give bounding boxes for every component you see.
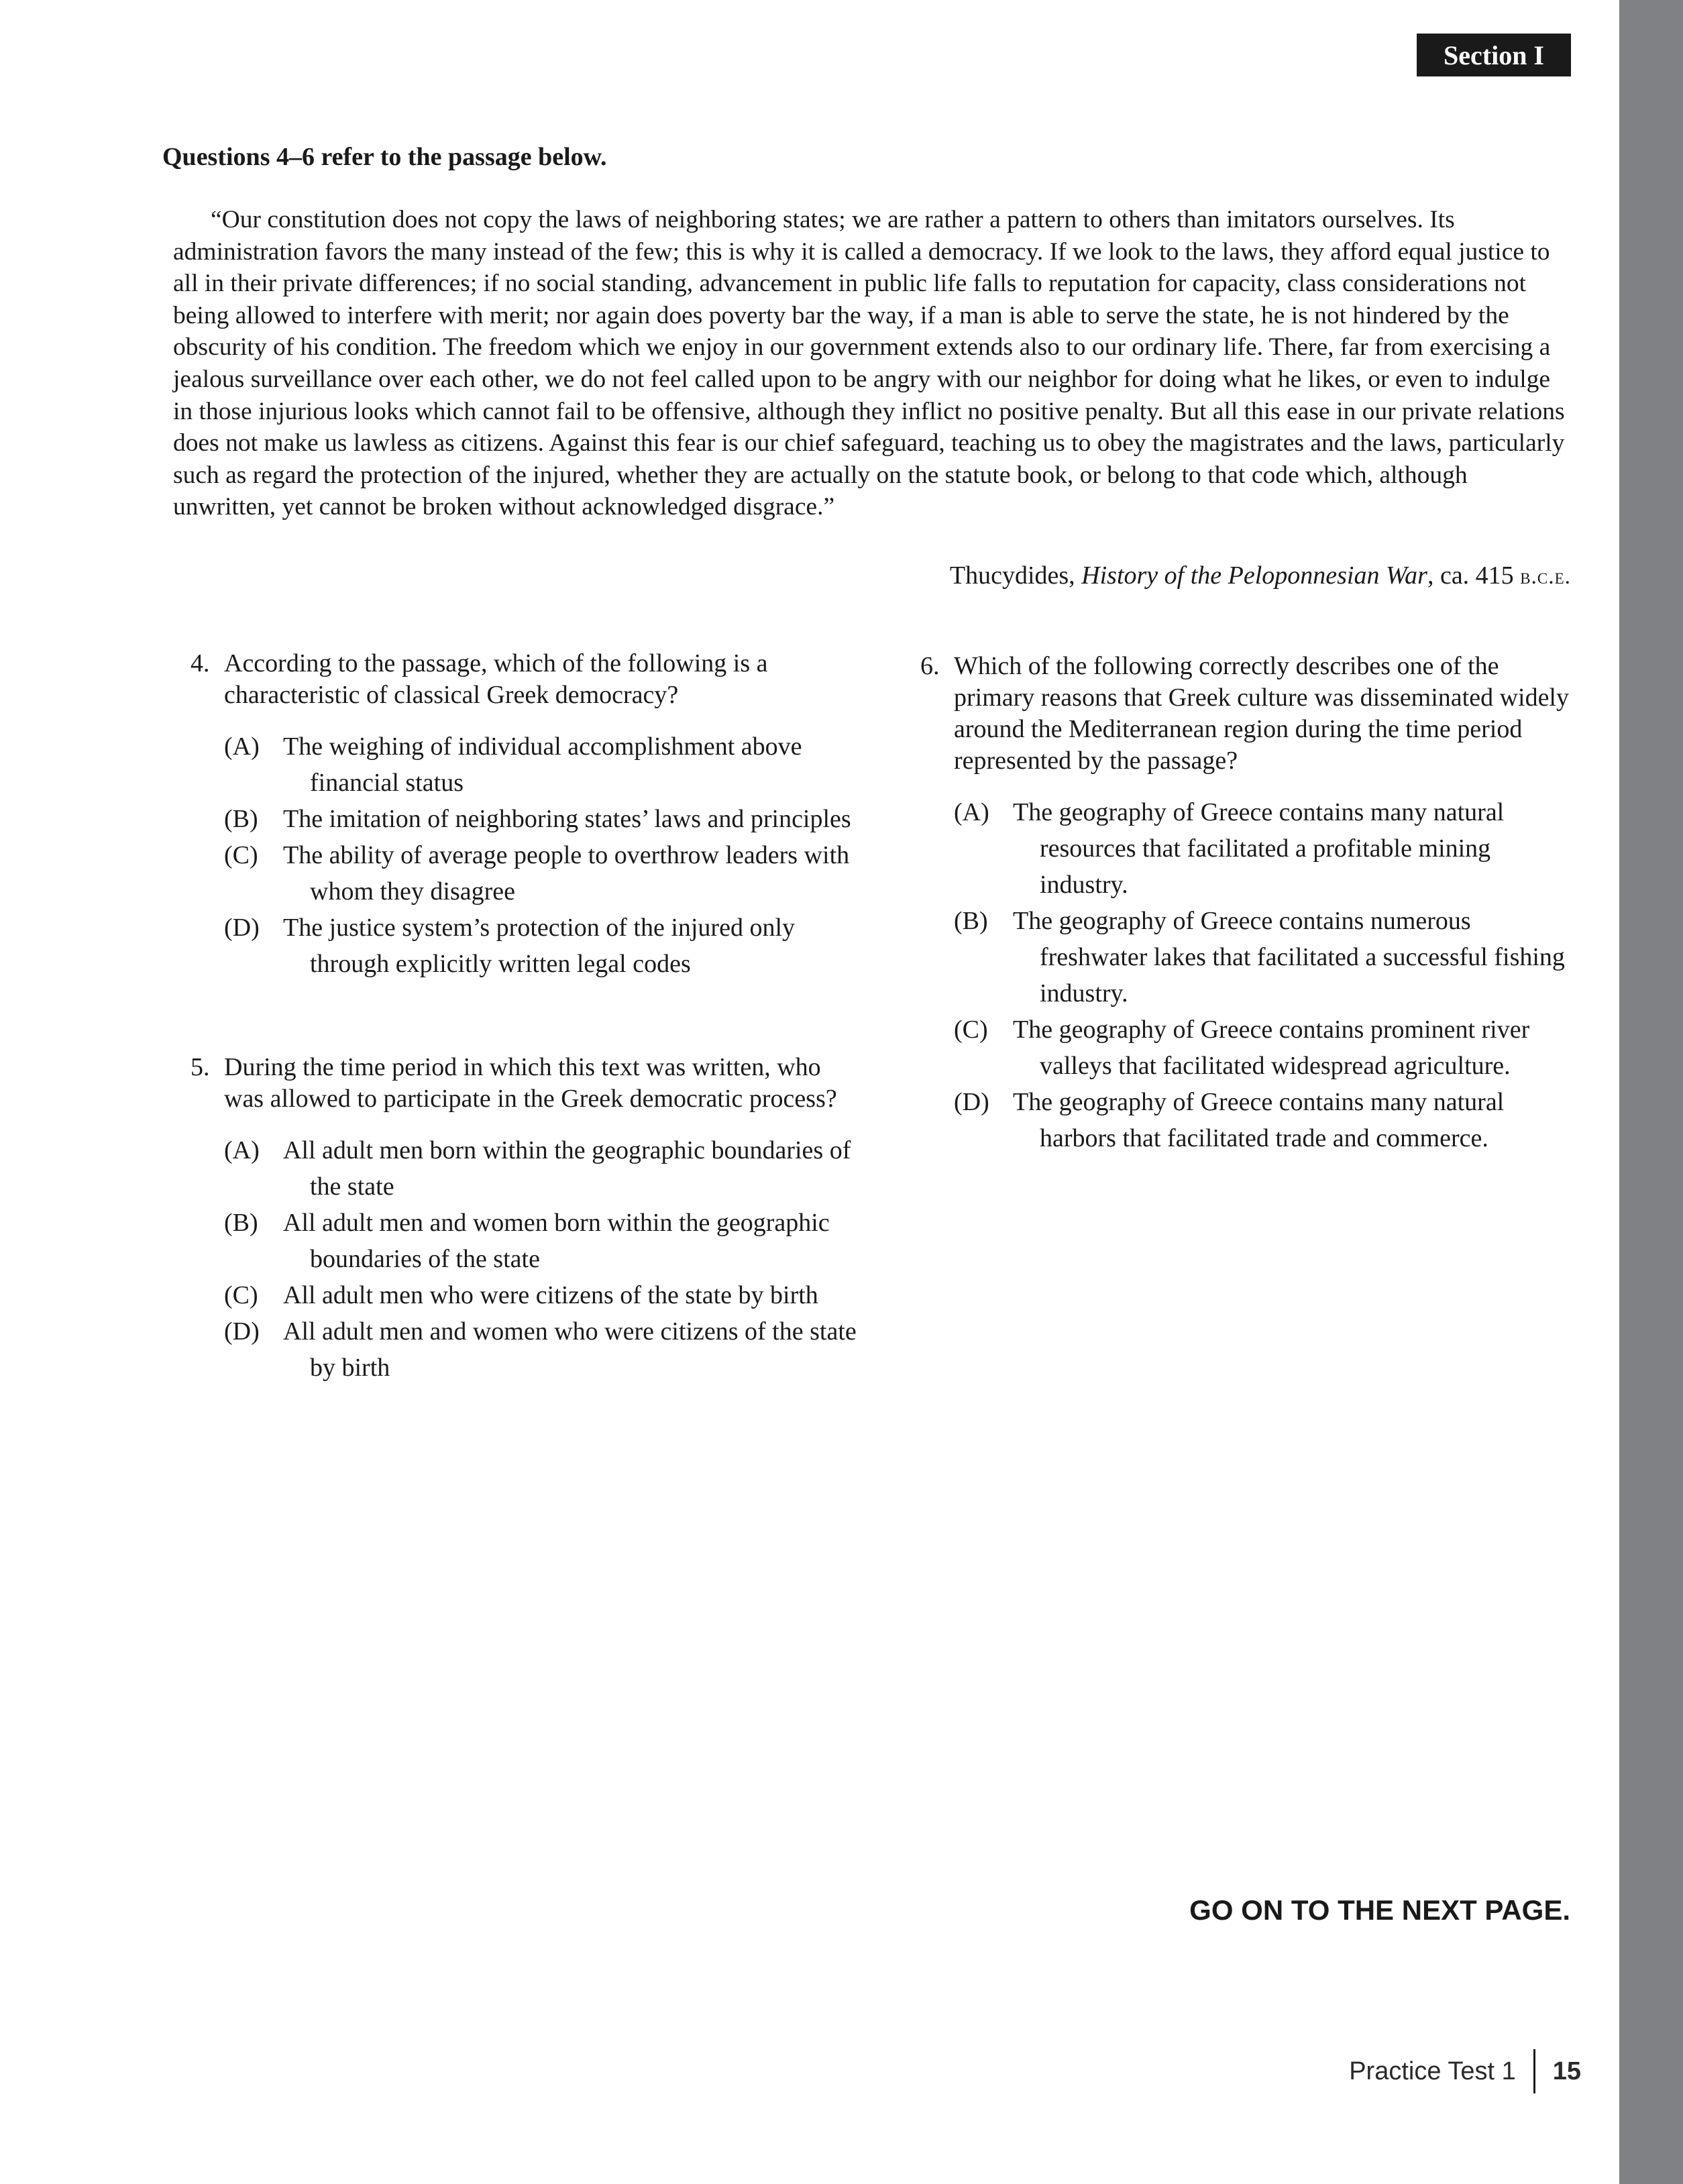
choice-letter: (C)	[954, 1016, 988, 1044]
page-number: 15	[1552, 2057, 1581, 2085]
question-stem	[191, 648, 861, 711]
question-set-intro: Questions 4–6 refer to the passage below.	[162, 143, 607, 171]
answer-choice-b[interactable]	[954, 903, 1572, 1012]
citation-work: History of the Peloponnesian War	[1081, 561, 1427, 590]
choice-letter: (B)	[224, 1209, 258, 1237]
question-number: 6.	[920, 652, 940, 680]
footer-divider	[1533, 2049, 1535, 2093]
answer-choice-b[interactable]	[224, 801, 861, 837]
answer-choice-a[interactable]	[954, 794, 1572, 903]
choice-letter: (D)	[224, 1317, 260, 1346]
passage-text: “Our constitution does not copy the laws of neighboring states; we are rather a pattern to others than imitators ourselves. Its administration favors the many instead of the few; this is why it is called a democracy. If we look to the laws, they afford equal justice to all in their private differences; if no social standing, advancement in public life falls to reputation for capacity, class considerations not being allowed to interfere with merit; nor again does poverty bar the way, if a man is able to serve the state, he is not hindered by the obscurity of his condition. The freedom which we enjoy in our government extends also to our ordinary life. There, far from exercising a jealous surveillance over each other, we do not feel called upon to be angry with our neighbor for doing what he likes, or even to indulge in those injurious looks which cannot fail to be offensive, although they inflict no positive penalty. But all this ease in our private relations does not make us lawless as citizens. Against this fear is our chief safeguard, teaching us to obey the magistrates and the laws, particularly such as regard the protection of the injured, whether they are actually on the statute book, or belong to that code which, although unwritten, yet cannot be broken without acknowledged disgrace.”	[173, 206, 1565, 521]
choice-text: The imitation of neighboring states’ laws and principles	[283, 805, 851, 833]
choice-text: All adult men born within the geographic boundaries of the state	[283, 1136, 851, 1201]
choice-text: The weighing of individual accomplishment above financial status	[283, 732, 802, 797]
choice-text: All adult men who were citizens of the state by birth	[283, 1281, 818, 1309]
choice-text: The geography of Greece contains numerous freshwater lakes that facilitated a successful fishing industry.	[1013, 907, 1565, 1007]
question-text: According to the passage, which of the following is a characteristic of classical Greek democracy?	[224, 649, 768, 709]
go-on-next-page: GO ON TO THE NEXT PAGE.	[1189, 1894, 1570, 1926]
choice-text: The geography of Greece contains many natural harbors that facilitated trade and commerce.	[1013, 1088, 1505, 1152]
citation-author: Thucydides,	[949, 561, 1075, 590]
answer-choice-d[interactable]	[224, 1313, 861, 1386]
choice-text: The geography of Greece contains prominent river valleys that facilitated widespread agriculture.	[1013, 1016, 1530, 1080]
passage-citation	[950, 561, 1571, 590]
question-6	[920, 651, 1572, 1156]
running-footer	[1349, 2047, 1581, 2095]
choice-text: The justice system’s protection of the injured only through explicitly written legal codes	[283, 914, 796, 978]
answer-choice-d[interactable]	[224, 910, 861, 982]
choice-letter: (C)	[224, 1281, 258, 1309]
page-edge-bar	[1619, 0, 1683, 2184]
question-5	[191, 1052, 861, 1386]
question-text: Which of the following correctly describes one of the primary reasons that Greek culture was disseminated widely around the Mediterranean region during the time period represented by the passage?	[954, 652, 1569, 775]
answer-choice-c[interactable]	[224, 837, 861, 910]
citation-era: b.c.e.	[1520, 564, 1571, 589]
answer-choice-a[interactable]	[224, 1132, 861, 1205]
choice-letter: (A)	[224, 732, 260, 761]
answer-choice-a[interactable]	[224, 728, 861, 801]
question-text: During the time period in which this text was written, who was allowed to participate in the Greek democratic process?	[224, 1053, 837, 1113]
choice-letter: (B)	[224, 805, 258, 833]
choice-letter: (A)	[224, 1136, 260, 1164]
section-label: Section I	[1417, 34, 1571, 76]
question-stem	[920, 651, 1572, 777]
question-number: 5.	[191, 1053, 210, 1081]
answer-choice-b[interactable]	[224, 1205, 861, 1277]
answer-choices	[224, 728, 861, 982]
question-4	[191, 648, 861, 982]
choice-letter: (D)	[954, 1088, 989, 1116]
answer-choices	[954, 794, 1572, 1156]
choice-text: The geography of Greece contains many natural resources that facilitated a profitable mining industry.	[1013, 798, 1505, 899]
choice-letter: (C)	[224, 841, 258, 869]
answer-choice-c[interactable]	[224, 1277, 861, 1313]
choice-letter: (A)	[954, 798, 989, 826]
answer-choice-c[interactable]	[954, 1012, 1572, 1084]
answer-choices	[224, 1132, 861, 1386]
answer-choice-d[interactable]	[954, 1084, 1572, 1156]
citation-date: , ca. 415	[1427, 561, 1514, 590]
question-number: 4.	[191, 649, 210, 677]
choice-text: All adult men and women born within the geographic boundaries of the state	[283, 1209, 830, 1273]
choice-letter: (D)	[224, 914, 260, 942]
question-stem	[191, 1052, 861, 1115]
choice-text: All adult men and women who were citizens of the state by birth	[283, 1317, 857, 1382]
choice-text: The ability of average people to overthrow leaders with whom they disagree	[283, 841, 850, 906]
choice-letter: (B)	[954, 907, 988, 935]
running-title: Practice Test 1	[1349, 2057, 1516, 2085]
